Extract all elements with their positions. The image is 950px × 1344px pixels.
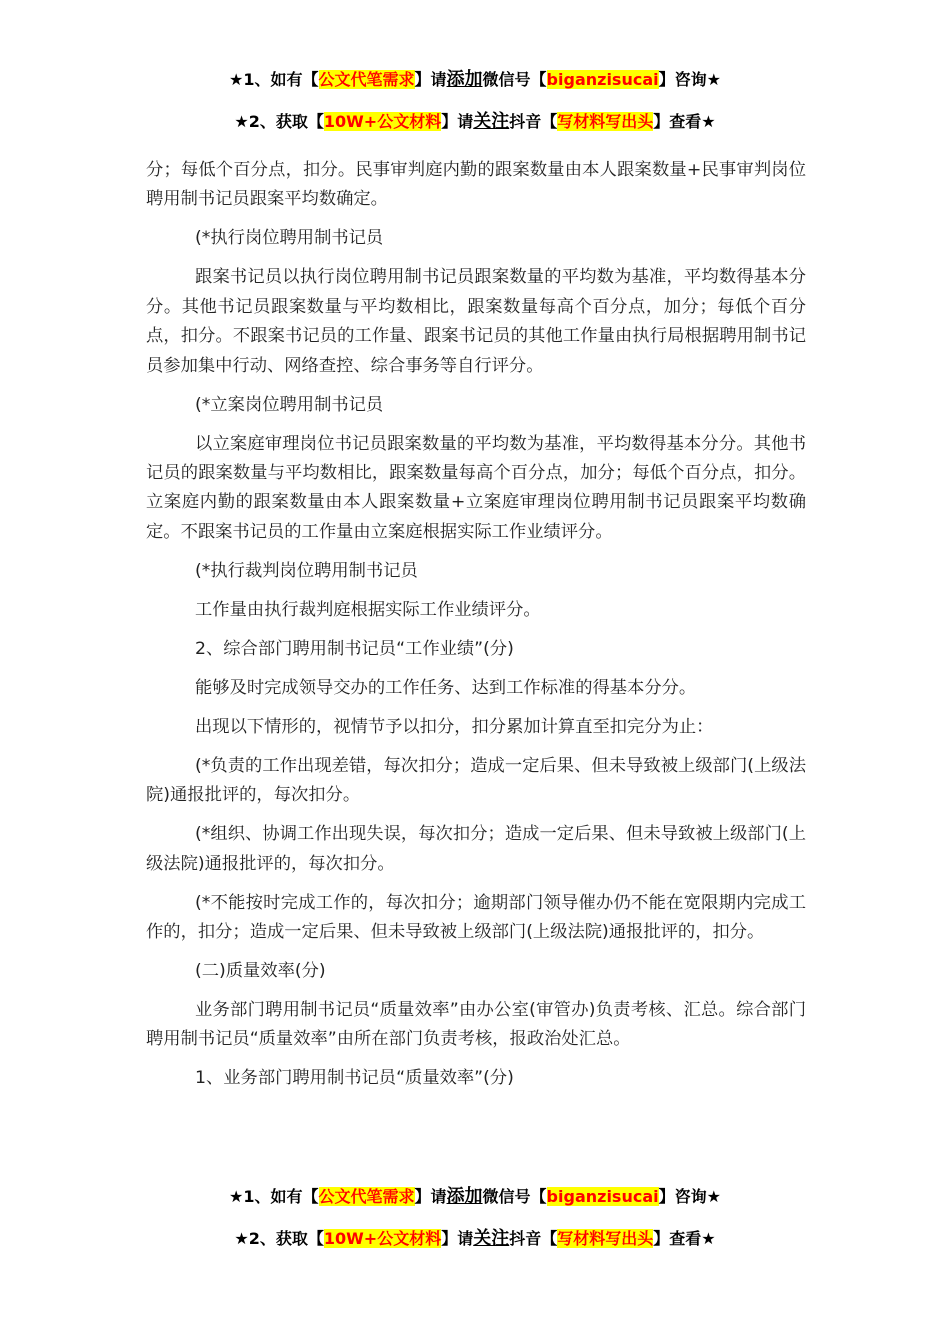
paragraph: (*执行岗位聘用制书记员 (195, 228, 384, 249)
banner-underline: 添加 (446, 69, 483, 90)
banner-underline: 关注 (473, 1228, 510, 1249)
banner-highlight: 10W+公文材料 (323, 112, 442, 131)
paragraph: (*执行裁判岗位聘用制书记员 (195, 560, 418, 581)
banner-text: ★2、获取【 (234, 1229, 324, 1248)
footer-banner-line-1 (0, 1186, 950, 1208)
header-banner-line-2 (0, 111, 950, 133)
banner-text: ★2、获取【 (234, 112, 324, 131)
banner-highlight: 写材料写出头 (557, 1229, 654, 1248)
paragraph: 以立案庭审理岗位书记员跟案数量的平均数为基准，平均数得基本分分。其他书记员的跟案数量与平均数相比，跟案数量每高个百分点，加分；每低个百分点，扣分。立案庭内勤的跟案数量由本人跟案数量+立案庭审理岗位聘用制书记员跟案平均数确定。不跟案书记员的工作量由立案庭根据实际工作业绩评分。 (146, 433, 806, 542)
header-banner-line-1 (0, 69, 950, 91)
paragraph: (*负责的工作出现差错，每次扣分；造成一定后果、但未导致被上级部门(上级法院)通报批评的，每次扣分。 (146, 755, 806, 806)
banner-text: 】咨询★ (658, 70, 721, 89)
banner-highlight: 公文代笔需求 (318, 1187, 415, 1206)
paragraph: 出现以下情形的，视情节予以扣分，扣分累加计算直至扣完分为止： (195, 716, 714, 737)
paragraph: 1、业务部门聘用制书记员“质量效率”(分) (195, 1068, 514, 1089)
paragraph: 工作量由执行裁判庭根据实际工作业绩评分。 (195, 599, 541, 620)
banner-text: ★1、如有【 (229, 1187, 319, 1206)
banner-text: 】查看★ (653, 1229, 716, 1248)
paragraph: 能够及时完成领导交办的工作任务、达到工作标准的得基本分分。 (195, 677, 697, 698)
paragraph: (二)质量效率(分) (195, 961, 326, 982)
banner-text: 】请 (441, 1229, 474, 1248)
banner-highlight: 10W+公文材料 (323, 1229, 442, 1248)
banner-text: 】咨询★ (658, 1187, 721, 1206)
paragraph: 业务部门聘用制书记员“质量效率”由办公室(审管办)负责考核、汇总。综合部门聘用制书记员“质量效率”由所在部门负责考核，报政治处汇总。 (146, 1000, 806, 1050)
paragraph: (*立案岗位聘用制书记员 (195, 394, 384, 415)
banner-text: 抖音【 (509, 112, 558, 131)
paragraph: (*组织、协调工作出现失误，每次扣分；造成一定后果、但未导致被上级部门(上级法院)通报批评的，每次扣分。 (146, 824, 806, 874)
banner-highlight: biganzisucai (546, 1187, 659, 1206)
paragraph: 跟案书记员以执行岗位聘用制书记员跟案数量的平均数为基准，平均数得基本分分。其他书记员跟案数量与平均数相比，跟案数量每高个百分点，加分；每低个百分点，扣分。不跟案书记员的工作量、跟案书记员的其他工作量由执行局根据聘用制书记员参加集中行动、网络查控、综合事务等自行评分。 (146, 267, 806, 376)
banner-highlight: 写材料写出头 (557, 112, 654, 131)
banner-text: ★1、如有【 (229, 70, 319, 89)
banner-highlight: biganzisucai (546, 70, 659, 89)
banner-underline: 添加 (446, 1186, 483, 1207)
paragraph: 分；每低个百分点，扣分。民事审判庭内勤的跟案数量由本人跟案数量+民事审判岗位聘用制书记员跟案平均数确定。 (146, 160, 806, 210)
banner-underline: 关注 (473, 111, 510, 132)
paragraph: (*不能按时完成工作的，每次扣分；逾期部门领导催办仍不能在宽限期内完成工作的，扣分；造成一定后果、但未导致被上级部门(上级法院)通报批评的，扣分。 (146, 892, 806, 943)
banner-text: 】请 (441, 112, 474, 131)
banner-text: 】查看★ (653, 112, 716, 131)
document-body (146, 156, 806, 1103)
banner-text: 抖音【 (509, 1229, 558, 1248)
banner-text: 】请 (414, 70, 447, 89)
banner-text: 微信号【 (482, 70, 547, 89)
banner-highlight: 公文代笔需求 (318, 70, 415, 89)
banner-text: 】请 (414, 1187, 447, 1206)
footer-banner-line-2 (0, 1228, 950, 1250)
banner-text: 微信号【 (482, 1187, 547, 1206)
paragraph: 2、综合部门聘用制书记员“工作业绩”(分) (195, 638, 514, 659)
